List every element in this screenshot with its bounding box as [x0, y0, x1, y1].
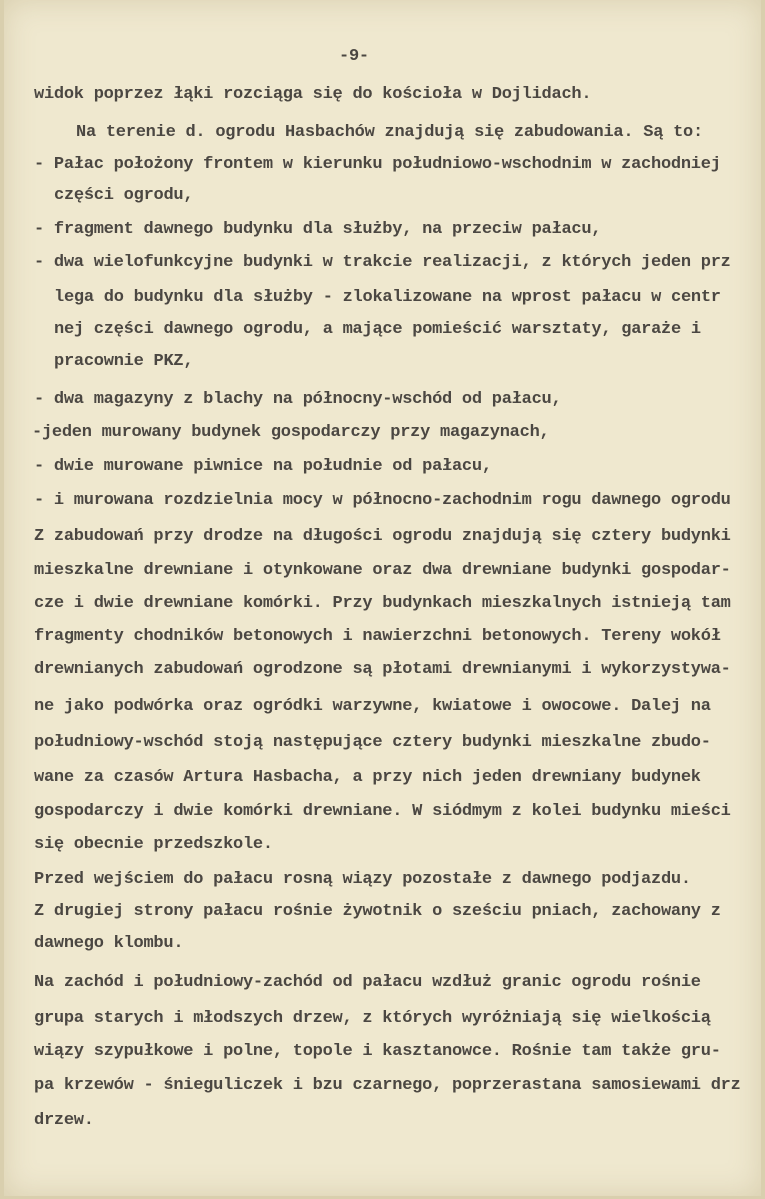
text-line: Z zabudowań przy drodze na długości ogrodu znajdują się cztery budynki [34, 527, 731, 546]
text-line: Z drugiej strony pałacu rośnie żywotnik o sześciu pniach, zachowany z [34, 902, 721, 921]
text-line: fragmenty chodników betonowych i nawierzchni betonowych. Tereny wokół [34, 627, 721, 646]
text-line: -jeden murowany budynek gospodarczy przy magazynach, [32, 423, 550, 442]
text-line: pracownie PKZ, [54, 352, 194, 371]
text-line: pa krzewów - śnieguliczek i bzu czarnego, poprzerastana samosiewami drz [34, 1076, 741, 1095]
text-line: grupa starych i młodszych drzew, z których wyróżniają się wielkością [34, 1009, 711, 1028]
page-number: -9- [339, 47, 369, 66]
text-line: wiązy szypułkowe i polne, topole i kasztanowce. Rośnie tam także gru- [34, 1042, 721, 1061]
text-line: mieszkalne drewniane i otynkowane oraz dwa drewniane budynki gospodar- [34, 561, 731, 580]
text-line: drzew. [34, 1111, 94, 1130]
text-line: Przed wejściem do pałacu rosną wiązy pozostałe z dawnego podjazdu. [34, 870, 691, 889]
text-line: - i murowana rozdzielnia mocy w północno-zachodnim rogu dawnego ogrodu [34, 491, 731, 510]
text-line: dawnego klombu. [34, 934, 184, 953]
text-line: ne jako podwórka oraz ogródki warzywne, kwiatowe i owocowe. Dalej na [34, 697, 711, 716]
text-line: - dwa magazyny z blachy na północny-wschód od pałacu, [34, 390, 562, 409]
text-line: - dwie murowane piwnice na południe od pałacu, [34, 457, 492, 476]
text-line: - dwa wielofunkcyjne budynki w trakcie realizacji, z których jeden prz [34, 253, 731, 272]
text-line: - fragment dawnego budynku dla służby, na przeciw pałacu, [34, 220, 602, 239]
text-line: lega do budynku dla służby - zlokalizowane na wprost pałacu w centr [54, 288, 721, 307]
text-line: - Pałac położony frontem w kierunku południowo-wschodnim w zachodniej [34, 155, 721, 174]
text-line: widok poprzez łąki rozciąga się do kościoła w Dojlidach. [34, 85, 592, 104]
text-line: się obecnie przedszkole. [34, 835, 273, 854]
text-line: południowy-wschód stoją następujące cztery budynki mieszkalne zbudo- [34, 733, 711, 752]
text-line: drewnianych zabudowań ogrodzone są płotami drewnianymi i wykorzystywa- [34, 660, 731, 679]
text-line: nej części dawnego ogrodu, a mające pomieścić warsztaty, garaże i [54, 320, 701, 339]
document-page [4, 0, 761, 1196]
text-line: Na terenie d. ogrodu Hasbachów znajdują się zabudowania. Są to: [76, 123, 703, 142]
text-line: Na zachód i południowy-zachód od pałacu wzdłuż granic ogrodu rośnie [34, 973, 701, 992]
text-line: gospodarczy i dwie komórki drewniane. W siódmym z kolei budynku mieści [34, 802, 731, 821]
text-line: cze i dwie drewniane komórki. Przy budynkach mieszkalnych istnieją tam [34, 594, 731, 613]
text-line: wane za czasów Artura Hasbacha, a przy nich jeden drewniany budynek [34, 768, 701, 787]
text-line: części ogrodu, [54, 186, 194, 205]
